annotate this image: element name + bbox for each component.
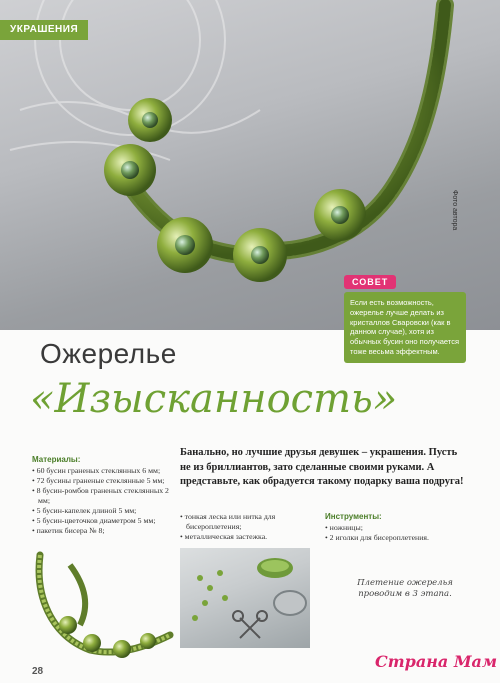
- title-line1: Ожерелье: [40, 338, 177, 369]
- tip-label: СОВЕТ: [344, 275, 396, 289]
- extra-materials-item: • металлическая застежка.: [180, 532, 268, 541]
- tools-item: • ножницы;: [325, 523, 363, 532]
- tools-heading: Инструменты:: [325, 512, 382, 521]
- intro-paragraph: Банально, но лучшие друзья девушек – украшения. Пусть не из бриллиантов, зато сделанные своими руками. А представьте, как обрадуется такому подарку ваша подруга!: [180, 447, 464, 487]
- supplies-illustration: [180, 548, 310, 648]
- extra-materials-list: [180, 512, 295, 542]
- photo-credit: Фото автора: [451, 190, 458, 231]
- necklace-thumbnail: [30, 545, 180, 665]
- materials-item: • пакетик бисера № 8;: [32, 526, 105, 535]
- watermark: Страна Мам: [375, 652, 498, 671]
- page-number: 28: [32, 666, 44, 677]
- materials-item: • 5 бусин-цветочков диаметром 5 мм;: [32, 516, 156, 525]
- tools-item: • 2 иголки для бисероплетения.: [325, 533, 429, 542]
- materials-heading: Материалы:: [32, 455, 81, 464]
- title-line2: «Изысканность»: [30, 376, 398, 422]
- materials-item: • 60 бусин граненых стеклянных 6 мм;: [32, 466, 161, 475]
- section-tag: УКРАШЕНИЯ: [0, 20, 88, 40]
- materials-list: [32, 455, 182, 536]
- tools-list: [325, 512, 465, 543]
- tip-text: Если есть возможность, ожерелье лучше делать из кристаллов Сваровски (как в данном случае), хотя из обычных бусин оно получается тоже весьма эффектным.: [344, 292, 466, 363]
- materials-item: • 8 бусин-ромбов граненых стеклянных 2 мм;: [32, 486, 169, 505]
- handwritten-note: Плетение ожерелья проводим в 3 этапа.: [357, 578, 453, 599]
- extra-materials-item: • тонкая леска или нитка для бисероплетения;: [180, 512, 276, 531]
- materials-item: • 5 бусин-капелек длиной 5 мм;: [32, 506, 137, 515]
- supplies-photo: [180, 548, 310, 648]
- materials-item: • 72 бусины граненые стеклянные 5 мм;: [32, 476, 165, 485]
- tip-block: [344, 272, 466, 363]
